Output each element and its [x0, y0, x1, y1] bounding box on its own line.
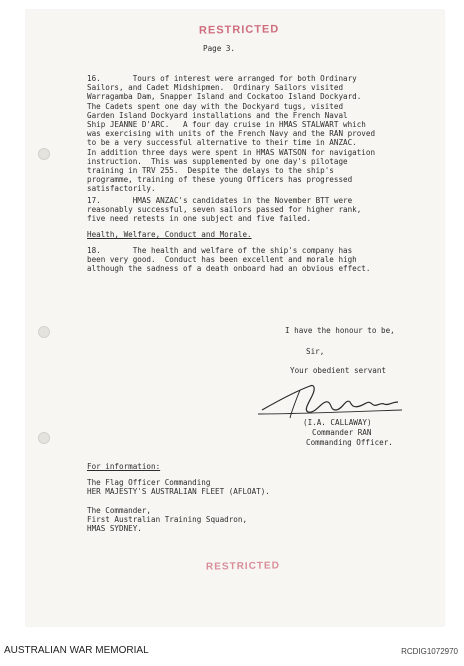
- recipient-1-line-2: HER MAJESTY'S AUSTRALIAN FLEET (AFLOAT).: [87, 487, 270, 496]
- section-heading: Health, Welfare, Conduct and Morale.: [87, 230, 252, 239]
- closing-line-1: I have the honour to be,: [285, 326, 395, 335]
- punch-hole-bottom: [38, 432, 50, 444]
- paragraph-16: 16. Tours of interest were arranged for both Ordinary Sailors, and Cadet Midshipmen. Ordinary Sailors visited Warragamba Dam, Snapper Island and Cockatoo Island Dockyard. The Cadets spent one day with the Dockyard tugs, visited Garden Island Dockyard installations and the French Naval Ship JEANNE D'ARC. A four day cruise in HMAS STALWART which was exercising with units of the French Navy and the RAN proved to be a very successful alternative to their time in ANZAC. In addition three days were spent in HMAS WATSON for navigation instruction. This was supplemented by one day's pilotage training in TRV 255. Despite the delays to the ship's programme, training of these young Officers has progressed satisfactorily.: [87, 74, 376, 194]
- restricted-stamp-bottom: RESTRICTED: [205, 560, 280, 573]
- archive-label: AUSTRALIAN WAR MEMORIAL: [4, 645, 149, 656]
- signatory-name: (I.A. CALLAWAY): [303, 418, 372, 427]
- paragraph-18: 18. The health and welfare of the ship's company has been very good. Conduct has been excellent and morale high although the sadness of a death onboard had an obvious effect.: [87, 246, 371, 274]
- closing-line-3: Your obedient servant: [290, 366, 387, 375]
- punch-hole-middle: [38, 326, 50, 338]
- punch-hole-top: [38, 148, 50, 160]
- paragraph-17: 17. HMAS ANZAC's candidates in the November BTT were reasonably successful, seven sailors passed for higher rank, five need retests in one subject and five failed.: [87, 196, 362, 224]
- restricted-stamp-top: RESTRICTED: [198, 23, 280, 37]
- page-number: Page 3.: [203, 44, 236, 53]
- archive-record-id: RCDIG1072970: [401, 647, 458, 656]
- signatory-rank: Commander RAN: [312, 428, 372, 437]
- closing-line-2: Sir,: [306, 347, 325, 356]
- recipient-2-line-2: First Australian Training Squadron,: [87, 515, 248, 524]
- recipient-2-line-3: HMAS SYDNEY.: [87, 524, 142, 533]
- signatory-title: Commanding Officer.: [306, 438, 393, 447]
- information-heading: For information:: [87, 462, 161, 471]
- recipient-1-line-1: The Flag Officer Commanding: [87, 478, 211, 487]
- recipient-2-line-1: The Commander,: [87, 506, 152, 515]
